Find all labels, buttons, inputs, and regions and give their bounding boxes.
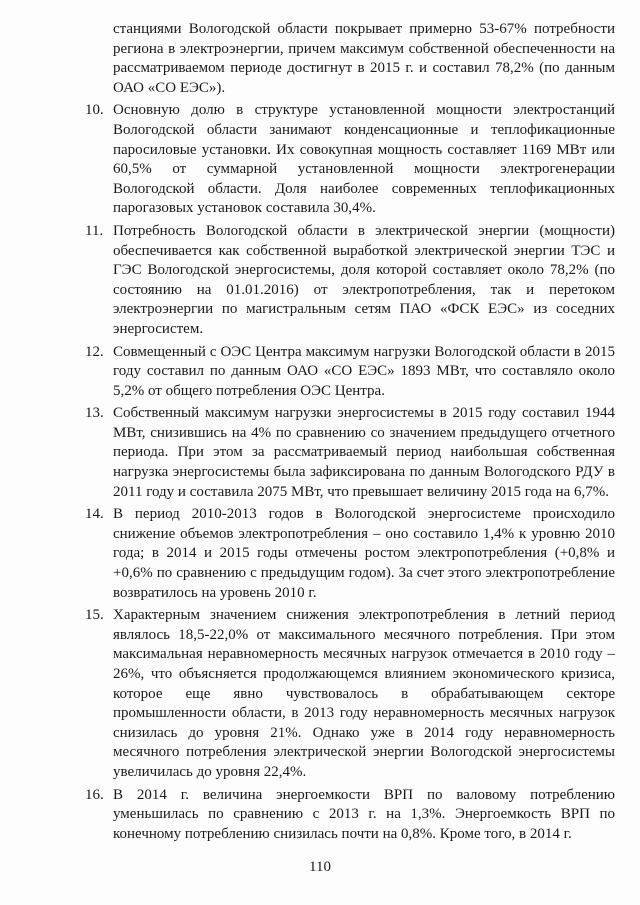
- list-item: [85, 404, 615, 502]
- item-text: Основную долю в структуре установленной мощности электростанций Вологодской области занимают конденсационные и теплофикационные паросиловые установки. Их совокупная мощность составляет 1169 МВт или 60,5% от суммарной установленной мощности электрогенерации Вологодской области. Доля наиболее современных теплофикационных парогазовых установок составила 30,4%.: [113, 102, 615, 217]
- list-item: [85, 101, 615, 219]
- continuation-paragraph: станциями Вологодской области покрывает примерно 53-67% потребности региона в электроэнергии, причем максимум собственной обеспеченности на рассматриваемом периоде достигнут в 2015 г. и составил 78,2% (по данным ОАО «СО ЕЭС»).: [113, 21, 615, 96]
- item-number: 14.: [85, 506, 104, 523]
- item-number: 11.: [85, 222, 104, 239]
- list-item: [85, 222, 615, 340]
- item-number: 13.: [85, 405, 104, 422]
- item-number: 16.: [85, 786, 104, 803]
- item-text: В 2014 г. величина энергоемкости ВРП по валовому потреблению уменьшилась по сравнению с 2013 г. на 1,3%. Энергоемкость ВРП по конечному потреблению снизилась почти на 0,8%. Кроме того, в 2014 г.: [113, 786, 615, 842]
- item-number: 15.: [85, 607, 104, 624]
- item-text: Характерным значением снижения электропотребления в летний период являлось 18,5-22,0% от максимального месячного потребления. При этом максимальная неравномерность месячных нагрузок отмечается в 2010 году – 26%, что объясняется продолжающемся влиянием экономического кризиса, которое еще явно чувствовалось в обрабатывающем секторе промышленности области, в 2013 году неравномерность месячных нагрузок снизилась до уровня 21%. Однако уже в 2014 году неравномерность месячного потребления электрической энергии Вологодской энергосистемы увеличилась до уровня 22,4%.: [113, 607, 615, 780]
- item-number: 10.: [85, 102, 104, 119]
- list-item: [85, 505, 615, 603]
- list-item: [85, 606, 615, 782]
- list-item: [85, 343, 615, 402]
- item-number: 12.: [85, 343, 104, 360]
- item-text: Совмещенный с ОЭС Центра максимум нагрузки Вологодской области в 2015 году составил по данным ОАО «СО ЕЭС» 1893 МВт, что составляло около 5,2% от общего потребления ОЭС Центра.: [113, 343, 615, 399]
- item-text: В период 2010-2013 годов в Вологодской энергосистеме происходило снижение объемов электропотребления – оно составило 1,4% к уровню 2010 года; в 2014 и 2015 годы отмечены ростом электропотребления (+0,8% и +0,6% по сравнению с предыдущим годом). За счет этого электропотребление возвратилось на уровень 2010 г.: [113, 506, 615, 601]
- item-text: Собственный максимум нагрузки энергосистемы в 2015 году составил 1944 МВт, снизившись на 4% по сравнению со значением предыдущего отчетного периода. При этом за рассматриваемый период наибольшая собственная нагрузка энергосистемы была зафиксирована по данным Вологодского РДУ в 2011 году и составила 2075 МВт, что превышает величину 2015 года на 6,7%.: [113, 405, 615, 500]
- page-number: 110: [309, 859, 331, 875]
- document-body: [85, 20, 615, 847]
- list-item: [85, 786, 615, 845]
- item-text: Потребность Вологодской области в электрической энергии (мощности) обеспечивается как собственной выработкой электрической энергии ТЭС и ГЭС Вологодской энергосистемы, доля которой составляет около 78,2% (по состоянию на 01.01.2016) от электропотребления, так и перетоком электроэнергии по магистральным сетям ПАО «ФСК ЕЭС» из соседних энергосистем.: [113, 222, 615, 337]
